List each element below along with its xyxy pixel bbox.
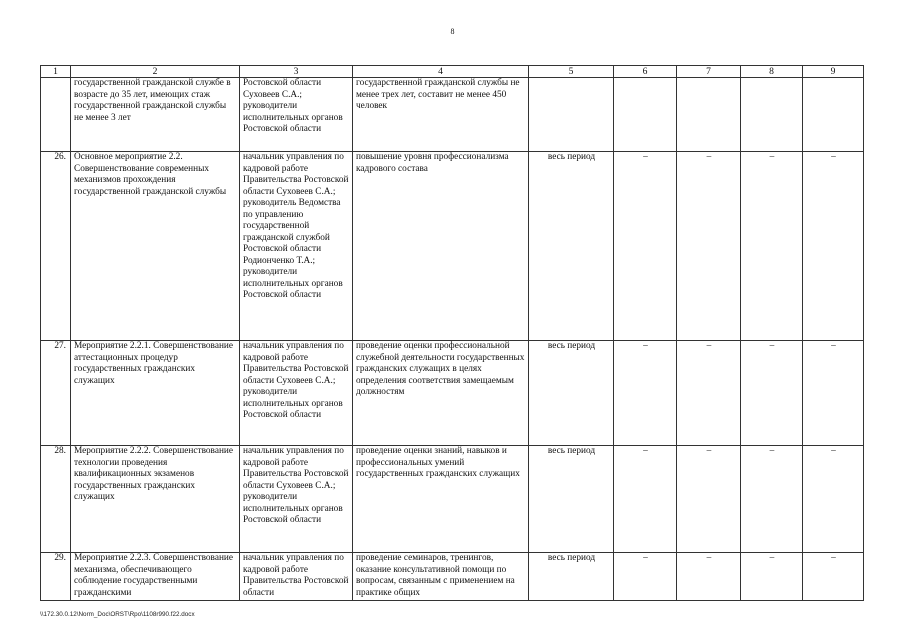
- header-cell: 5: [529, 66, 614, 78]
- cell-col8: –: [741, 446, 803, 553]
- cell-col6: –: [614, 341, 677, 446]
- header-cell: 7: [677, 66, 741, 78]
- header-cell: 8: [741, 66, 803, 78]
- expected-result: проведение семинаров, тренингов, оказание консультативной помощи по вопросам, связанным с применением на практике общих: [353, 553, 529, 601]
- cell-col6: –: [614, 553, 677, 601]
- row-number: 26.: [41, 152, 71, 341]
- table-row: [41, 78, 864, 152]
- period: [529, 78, 614, 152]
- cell-col6: –: [614, 446, 677, 553]
- cell-col6: –: [614, 152, 677, 341]
- responsible-executor: Ростовской области Суховеев С.А.; руководители исполнительных органов Ростовской области: [240, 78, 353, 152]
- table-row: [41, 553, 864, 601]
- cell-col9: –: [803, 341, 864, 446]
- responsible-executor: начальник управления по кадровой работе Правительства Ростовской области: [240, 553, 353, 601]
- cell-col7: –: [677, 446, 741, 553]
- header-cell: 6: [614, 66, 677, 78]
- cell-col9: –: [803, 553, 864, 601]
- activity-name: Мероприятие 2.2.1. Совершенствование аттестационных процедур государственных гражданских служащих: [71, 341, 240, 446]
- cell-col9: –: [803, 446, 864, 553]
- expected-result: проведение оценки знаний, навыков и профессиональных умений государственных гражданских служащих: [353, 446, 529, 553]
- table-row: [41, 341, 864, 446]
- document-file-path: \\172.30.0.12\Norm_Doc\ORST\Rpo\1108r990.f22.docx: [40, 611, 195, 618]
- program-activities-table: [40, 65, 864, 601]
- cell-col8: [741, 78, 803, 152]
- cell-col7: [677, 78, 741, 152]
- period: весь период: [529, 553, 614, 601]
- activity-name: государственной гражданской службе в возрасте до 35 лет, имеющих стаж государственной гражданской службы не менее 3 лет: [71, 78, 240, 152]
- responsible-executor: начальник управления по кадровой работе Правительства Ростовской области Суховеев С.А.; руководители исполнительных органов Ростовской области: [240, 341, 353, 446]
- cell-col8: –: [741, 152, 803, 341]
- expected-result: повышение уровня профессионализма кадрового состава: [353, 152, 529, 341]
- header-cell: 9: [803, 66, 864, 78]
- cell-col9: –: [803, 152, 864, 341]
- cell-col7: –: [677, 341, 741, 446]
- header-cell: 1: [41, 66, 71, 78]
- cell-col9: [803, 78, 864, 152]
- header-cell: 2: [71, 66, 240, 78]
- row-number: 28.: [41, 446, 71, 553]
- row-number: 27.: [41, 341, 71, 446]
- header-cell: 4: [353, 66, 529, 78]
- row-number: [41, 78, 71, 152]
- expected-result: государственной гражданской службы не менее трех лет, составит не менее 450 человек: [353, 78, 529, 152]
- period: весь период: [529, 446, 614, 553]
- responsible-executor: начальник управления по кадровой работе Правительства Ростовской области Суховеев С.А.; руководители исполнительных органов Ростовской области: [240, 446, 353, 553]
- page-number: 8: [450, 27, 455, 36]
- table-row: [41, 152, 864, 341]
- cell-col8: –: [741, 553, 803, 601]
- activity-name: Мероприятие 2.2.2. Совершенствование технологии проведения квалификационных экзаменов государственных гражданских служащих: [71, 446, 240, 553]
- header-cell: 3: [240, 66, 353, 78]
- responsible-executor: начальник управления по кадровой работе Правительства Ростовской области Суховеев С.А.; руководитель Ведомства по управлению государственной гражданской службой Ростовской области Родионченко Т.А.; руководители исполнительных органов Ростовской области: [240, 152, 353, 341]
- cell-col8: –: [741, 341, 803, 446]
- activity-name: Основное мероприятие 2.2. Совершенствование современных механизмов прохождения государственной гражданской службы: [71, 152, 240, 341]
- column-number-header: [41, 66, 864, 78]
- activity-name: Мероприятие 2.2.3. Совершенствование механизма, обеспечивающего соблюдение государственными гражданскими: [71, 553, 240, 601]
- expected-result: проведение оценки профессиональной служебной деятельности государственных гражданских служащих в целях определения соответствия замещаемым должностям: [353, 341, 529, 446]
- cell-col6: [614, 78, 677, 152]
- cell-col7: –: [677, 152, 741, 341]
- row-number: 29.: [41, 553, 71, 601]
- table-row: [41, 446, 864, 553]
- period: весь период: [529, 152, 614, 341]
- cell-col7: –: [677, 553, 741, 601]
- period: весь период: [529, 341, 614, 446]
